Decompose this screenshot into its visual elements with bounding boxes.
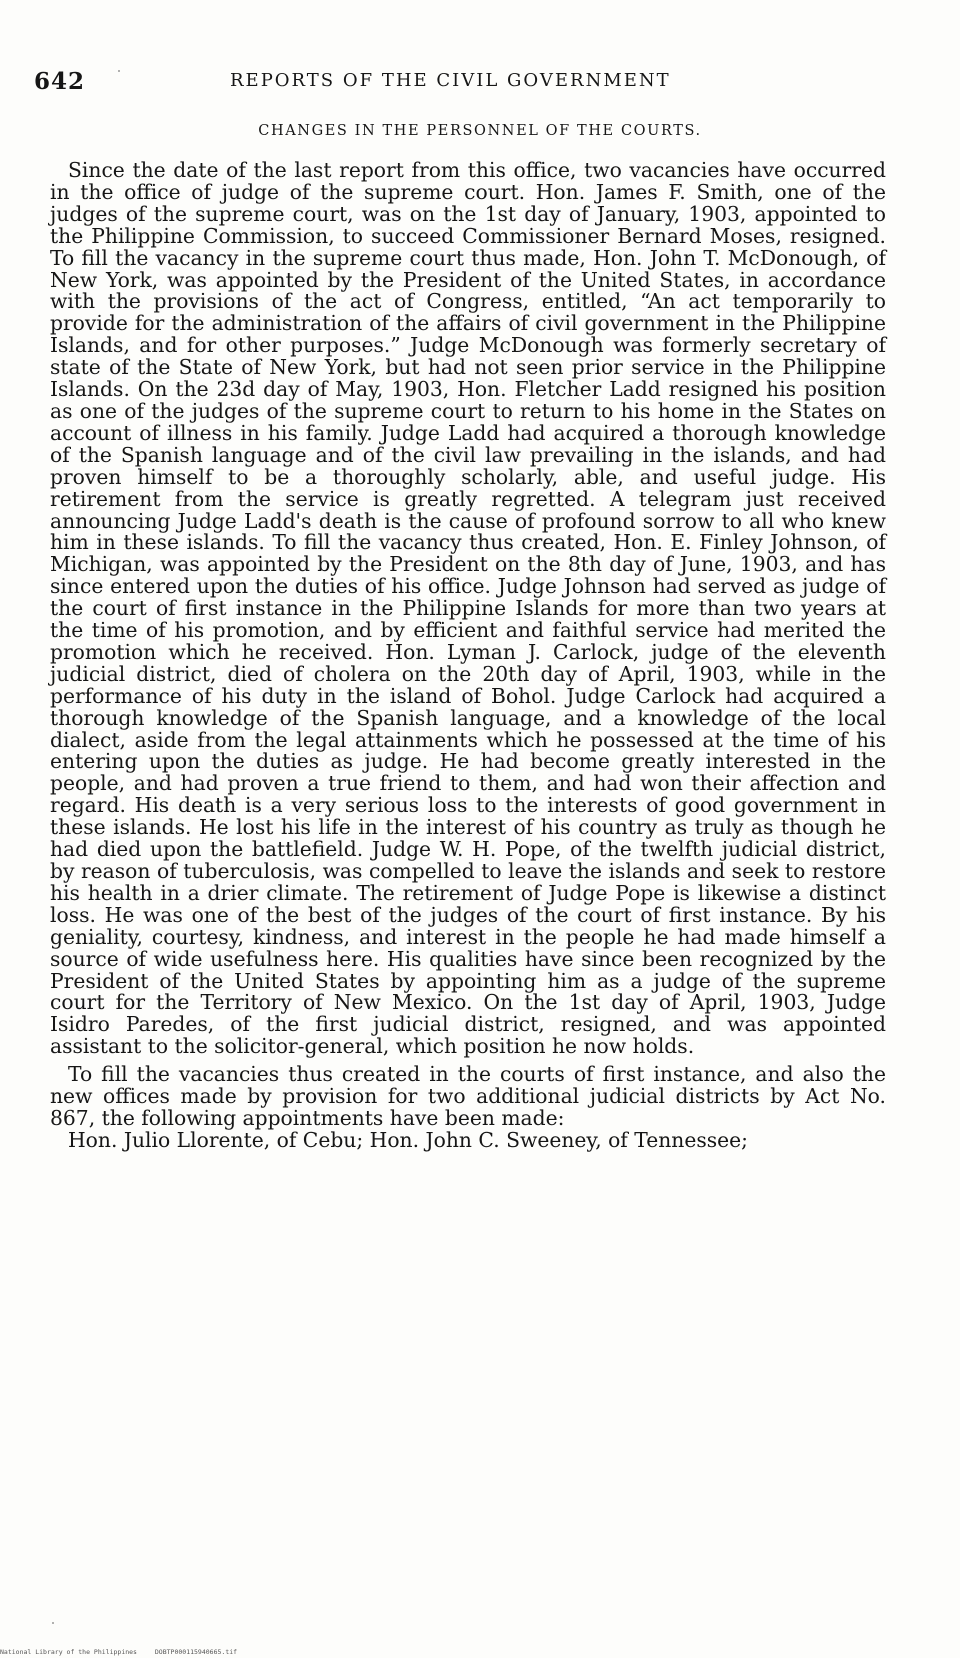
library-stamp: National Library of the Philippines [0,1648,137,1656]
continuation-line: Hon. Julio Llorente, of Cebu; Hon. John C. Sweeney, of Tennessee; [68,1127,748,1152]
section-title: CHANGES IN THE PERSONNEL OF THE COURTS. [258,123,702,139]
paragraph: To fill the vacancies thus created in the courts of first instance, and also the new offices made by provision for two additional judicial districts by Act No. 867, the following appointments have been made: [50,1062,886,1130]
scan-speck [118,70,120,72]
running-head: REPORTS OF THE CIVIL GOVERNMENT [230,70,671,91]
paragraph: Since the date of the last report from this office, two vacancies have occurred in the office of judge of the supreme court. Hon. James F. Smith, one of the judges of the supreme court, was on the 1st day of January, 1903, appointed to the Philippine Commission, to succeed Commissioner Bernard Moses, resigned. To fill the vacancy in the supreme court thus made, Hon. John T. McDonough, of New York, was appointed by the President of the United States, in accordance with the provisions of the act of Congress, entitled, “An act temporarily to provide for the administration of the affairs of civil government in the Philippine Islands, and for other purposes.” Judge McDonough was formerly secretary of state of the State of New York, but had not seen prior service in the Philippine Islands. On the 23d day of May, 1903, Hon. Fletcher Ladd resigned his position as one of the judges of the supreme court to return to his home in the States on account of illness in his family. Judge Ladd had acquired a thorough knowledge of the Spanish language and of the civil law prevailing in the islands, and had proven himself to be a thoroughly scholarly, able, and useful judge. His retirement from the service is greatly regretted. A telegram just received announcing Judge Ladd's death is the cause of profound sorrow to all who knew him in these islands. To fill the vacancy thus created, Hon. E. Finley Johnson, of Michigan, was appointed by the President on the 8th day of June, 1903, and has since entered upon the duties of his office. Judge Johnson had served as judge of the court of first instance in the Philippine Islands for more than two years at the time of his promotion, and by efficient and faithful service had merited the promotion which he received. Hon. Lyman J. Carlock, judge of the eleventh judicial district, died of cholera on the 20th day of April, 1903, while in the performance of his duty in the island of Bohol. Judge Carlock had acquired a thorough knowledge of the Spanish language, and a knowledge of the local dialect, aside from the legal attainments which he possessed at the time of his entering upon the duties as judge. He had become greatly interested in the people, and had proven a true friend to them, and had won their affection and regard. His death is a very serious loss to the interests of good government in these islands. He lost his life in the interest of his country as truly as though he had died upon the battlefield. Judge W. H. Pope, of the twelfth judicial district, by reason of tuberculosis, was compelled to leave the islands and seek to restore his health in a drier climate. The retirement of Judge Pope is likewise a distinct loss. He was one of the best of the judges of the court of first instance. By his geniality, courtesy, kindness, and interest in the people he had made himself a source of wide usefulness here. His qualities have since been recognized by the President of the United States by appointing him as a judge of the supreme court for the Territory of New Mexico. On the 1st day of April, 1903, Judge Isidro Paredes, of the first judicial district, resigned, and was appointed assistant to the solicitor-general, which position he now holds. [50,158,886,1059]
file-id-stamp: DOBTP000115940665.tif [154,1648,238,1656]
page-number: 642 [34,68,86,95]
page-header [34,62,904,102]
scan-speck [52,1622,54,1624]
body-text [50,160,886,1152]
scan-footer [0,1648,237,1656]
